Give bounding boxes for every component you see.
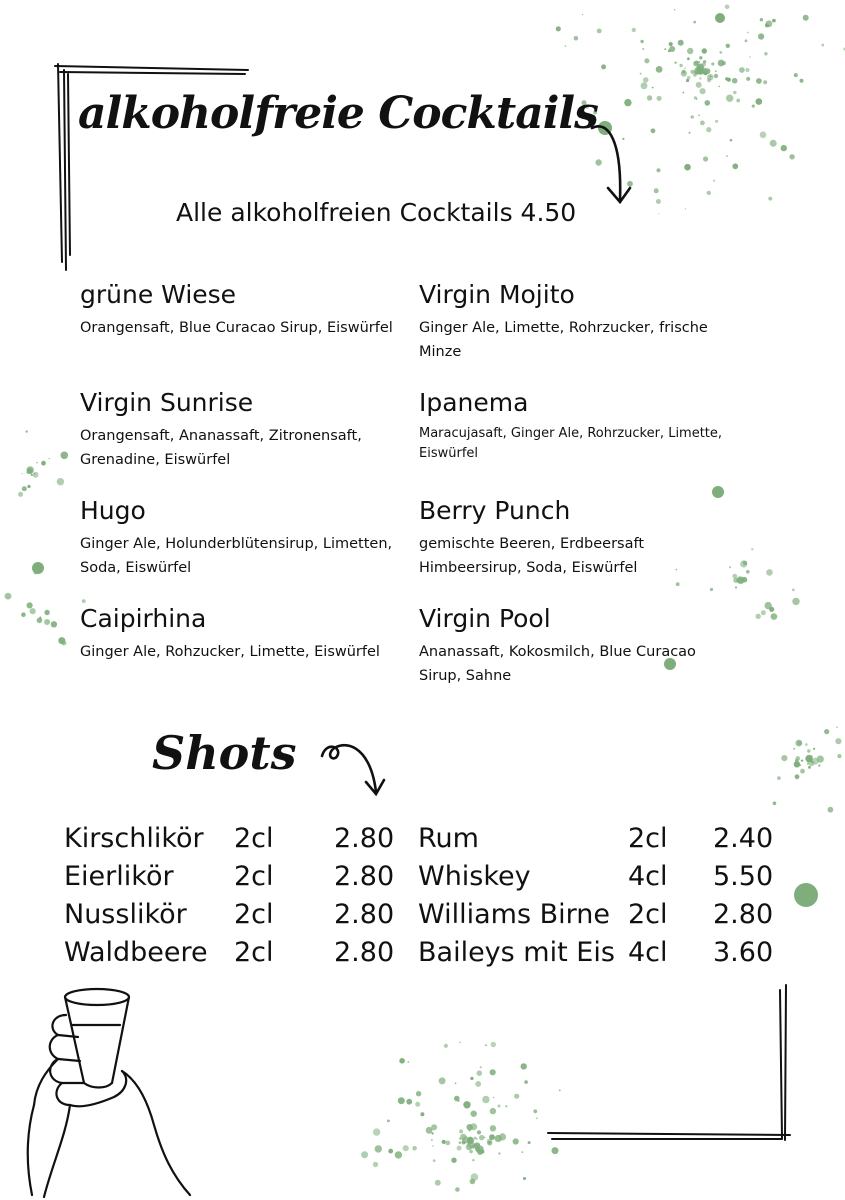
- shot-name: Baileys mit Eis: [418, 937, 615, 968]
- cocktail-name: Virgin Sunrise: [80, 388, 254, 417]
- list-item: [419, 388, 759, 496]
- curved-arrow-icon: [318, 738, 390, 800]
- shot-price: 5.50: [713, 861, 774, 892]
- cocktail-name: Caipirhina: [80, 604, 207, 633]
- shot-price: 2.80: [713, 899, 774, 930]
- cocktail-ingredients: Orangensaft, Ananassaft, Zitronensaft, Grenadine, Eiswürfel: [80, 428, 362, 468]
- cocktail-ingredients: Ginger Ale, Holunderblütensirup, Limetten, Soda, Eiswürfel: [80, 536, 393, 576]
- cocktail-ingredients: Ginger Ale, Limette, Rohrzucker, frische Minze: [419, 320, 708, 360]
- list-item: [419, 496, 759, 604]
- shot-name: Nusslikör: [64, 899, 187, 930]
- list-item: [80, 280, 420, 388]
- cocktail-name: Berry Punch: [419, 496, 571, 525]
- shot-size: 2cl: [234, 899, 274, 930]
- cocktail-name: Virgin Pool: [419, 604, 551, 633]
- list-item: [80, 388, 420, 496]
- shot-name: Eierlikör: [64, 861, 174, 892]
- shot-name: Williams Birne: [418, 899, 610, 930]
- price-note: Alle alkoholfreien Cocktails 4.50: [176, 198, 577, 227]
- shot-price: 2.80: [334, 823, 395, 854]
- shot-name: Waldbeere: [64, 937, 208, 968]
- cocktail-name: Hugo: [80, 496, 146, 525]
- cocktail-ingredients: gemischte Beeren, Erdbeersaft Himbeersirup, Soda, Eiswürfel: [419, 536, 645, 576]
- shots-heading: Shots: [152, 726, 297, 780]
- list-item: [419, 604, 759, 712]
- shot-size: 2cl: [234, 937, 274, 968]
- shot-price: 2.40: [713, 823, 774, 854]
- cocktail-ingredients: Ananassaft, Kokosmilch, Blue Curacao Sirup, Sahne: [419, 644, 696, 684]
- list-item: [80, 604, 420, 712]
- list-item: [419, 280, 759, 388]
- cocktail-name: grüne Wiese: [80, 280, 237, 309]
- shot-size: 2cl: [234, 861, 274, 892]
- shot-size: 4cl: [628, 861, 668, 892]
- shot-name: Kirschlikör: [64, 823, 204, 854]
- shot-price: 2.80: [334, 937, 395, 968]
- cocktail-ingredients: Ginger Ale, Rohzucker, Limette, Eiswürfel: [80, 644, 380, 660]
- shot-size: 2cl: [234, 823, 274, 854]
- cocktail-ingredients: Maracujasaft, Ginger Ale, Rohrzucker, Limette, Eiswürfel: [419, 426, 723, 461]
- shot-glass-hand-icon: [22, 985, 202, 1200]
- shot-price: 2.80: [334, 899, 395, 930]
- shot-name: Rum: [418, 823, 479, 854]
- cocktail-name: Virgin Mojito: [419, 280, 575, 309]
- cocktail-name: Ipanema: [419, 388, 529, 417]
- page-title: alkoholfreie Cocktails: [78, 88, 598, 139]
- shot-price: 3.60: [713, 937, 774, 968]
- shot-size: 2cl: [628, 823, 668, 854]
- shot-size: 4cl: [628, 937, 668, 968]
- cocktail-column-right: [419, 280, 759, 712]
- cocktail-column-left: [80, 280, 420, 712]
- shot-price: 2.80: [334, 861, 395, 892]
- list-item: [80, 496, 420, 604]
- shot-name: Whiskey: [418, 861, 531, 892]
- shot-size: 2cl: [628, 899, 668, 930]
- cocktail-ingredients: Orangensaft, Blue Curacao Sirup, Eiswürfel: [80, 320, 393, 336]
